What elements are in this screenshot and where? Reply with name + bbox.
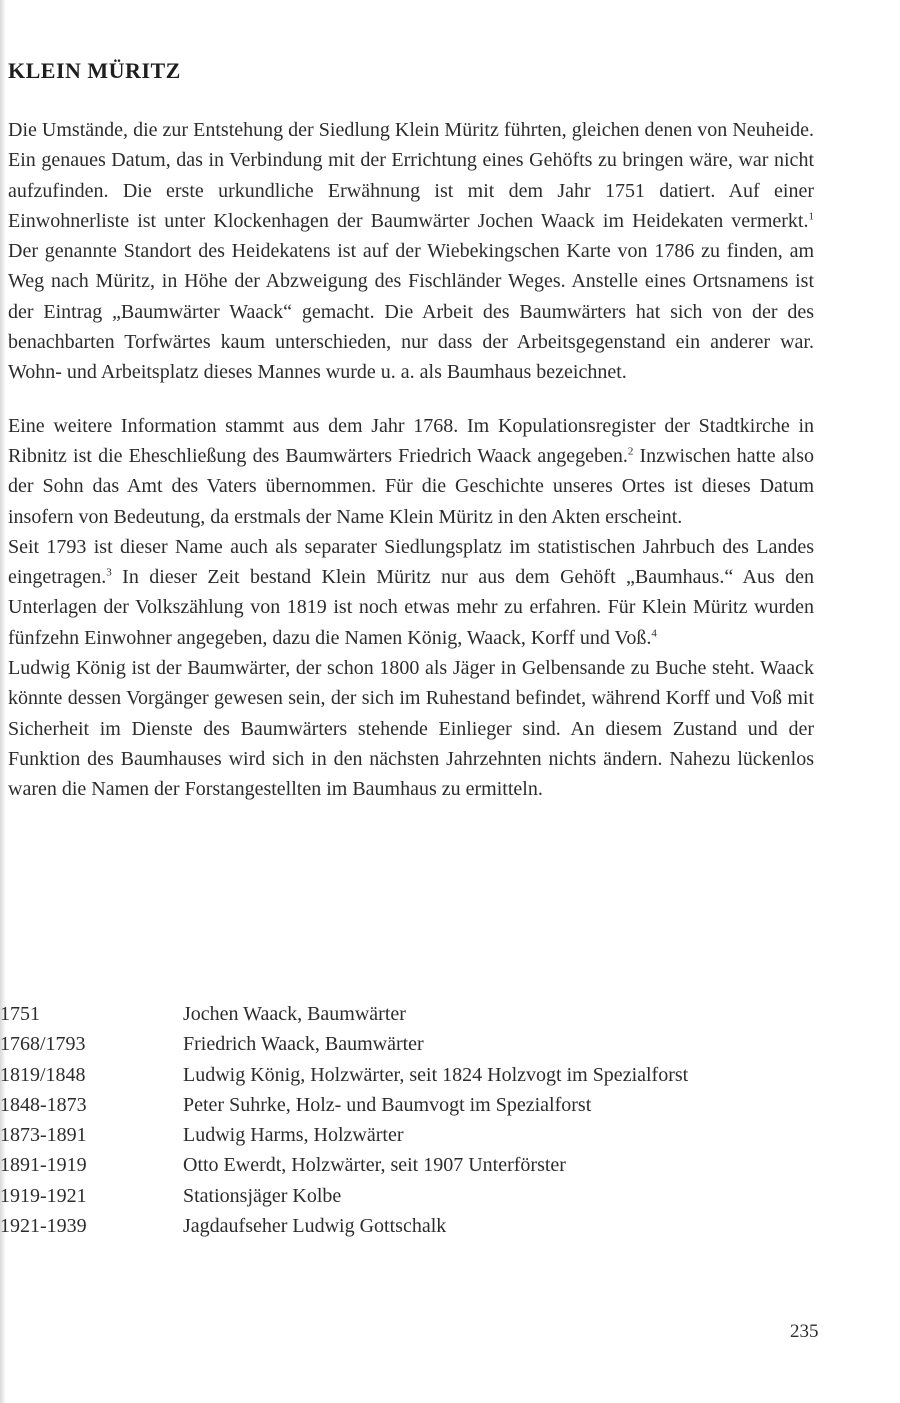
- forester-row: [0, 1029, 860, 1059]
- forester-years: 1751: [0, 1003, 40, 1025]
- forester-years: 1921-1939: [0, 1215, 87, 1238]
- forester-row: [0, 1211, 860, 1241]
- paragraph-1: [8, 115, 814, 388]
- paragraph-2-part-a: Eine weitere Information stammt aus dem Jahr 1768. Im Kopulationsregister der Stadtkirche in Ribnitz ist die Eheschließung des Baumwärters Friedrich Waack angegeben.: [8, 414, 814, 467]
- paragraph-1-part-a: Die Umstände, die zur Entstehung der Siedlung Klein Müritz führten, gleichen denen von Neuheide. Ein genaues Datum, das in Verbindung mit der Errichtung eines Gehöfts zu bringen wäre, war nicht aufzufinden. Die erste urkundliche Erwähnung ist mit dem Jahr 1751 datiert. Auf einer Einwohnerliste ist unter Klockenhagen der Baumwärter Jochen Waack im Heidekaten vermerkt.: [8, 119, 814, 232]
- paragraph-3-part-b: In dieser Zeit bestand Klein Müritz nur aus dem Gehöft „Baumhaus.“ Aus den Unterlagen der Volkszählung von 1819 ist noch etwas mehr zu erfahren. Für Klein Müritz wurden fünfzehn Einwohner angegeben, dazu die Namen König, Waack, Korff und Voß.: [8, 566, 814, 649]
- paragraph-1-part-b: Der genannte Standort des Heidekatens ist auf der Wiebekingschen Karte von 1786 zu finden, am Weg nach Müritz, in Höhe der Abzweigung des Fischländer Weges. Anstelle eines Ortsnamens ist der Eintrag „Baumwärter Waack“ gemacht. Die Arbeit des Baumwärters hat sich von der des benachbarten Torfwärtes kaum unterschieden, nur dass der Arbeitsgegenstand ein anderer war. Wohn- und Arbeitsplatz dieses Mannes wurde u. a. als Baumhaus bezeichnet.: [8, 240, 814, 384]
- paragraph-3-part-a: Seit 1793 ist dieser Name auch als separater Siedlungsplatz im statistischen Jahrbuch des Landes eingetragen.: [8, 535, 814, 589]
- chapter-heading: KLEIN MÜRITZ: [8, 58, 181, 83]
- forester-row: [0, 999, 860, 1029]
- forester-name: Stationsjäger Kolbe: [183, 1184, 342, 1207]
- forester-name: Jochen Waack, Baumwärter: [183, 1003, 406, 1025]
- forester-years: 1919-1921: [0, 1184, 87, 1207]
- forester-name: Otto Ewerdt, Holzwärter, seit 1907 Unterförster: [183, 1154, 566, 1177]
- footnote-marker-1[interactable]: 1: [808, 210, 814, 223]
- forester-row: [0, 1090, 860, 1120]
- footnote-marker-3[interactable]: 3: [106, 566, 112, 579]
- forester-years: 1819/1848: [0, 1063, 86, 1086]
- forester-row: [0, 1181, 860, 1211]
- forester-row: [0, 1060, 860, 1090]
- forester-row: [0, 1150, 860, 1180]
- body-text: [8, 115, 814, 805]
- forester-years: 1873-1891: [0, 1124, 87, 1147]
- paragraph-3: [8, 532, 814, 653]
- forester-name: Ludwig Harms, Holzwärter: [183, 1124, 404, 1147]
- forester-years: 1848-1873: [0, 1093, 87, 1116]
- footnote-marker-4[interactable]: 4: [651, 627, 657, 640]
- forester-name: Jagdaufseher Ludwig Gottschalk: [183, 1215, 447, 1238]
- paragraph-2: [8, 411, 814, 532]
- paragraph-2-part-b: Inzwischen hatte also der Sohn das Amt des Vaters übernommen. Für die Geschichte unseres Ortes ist dieses Datum insofern von Bedeutung, da erstmals der Name Klein Müritz in den Akten erscheint.: [8, 444, 814, 528]
- forester-years: 1891-1919: [0, 1154, 87, 1177]
- forester-name: Ludwig König, Holzwärter, seit 1824 Holzvogt im Spezialforst: [183, 1063, 689, 1086]
- paragraph-4: Ludwig König ist der Baumwärter, der schon 1800 als Jäger in Gelbensande zu Buche steht. Waack könnte dessen Vorgänger gewesen sein, der sich im Ruhestand befindet, während Korff und Voß mit Sicherheit im Dienste des Baumwärters stehende Einlieger sind. An diesem Zustand und der Funktion des Baumhauses wird sich in den nächsten Jahrzehnten nichts ändern. Nahezu lückenlos waren die Namen der Forstangestellten im Baumhaus zu ermitteln.: [8, 657, 814, 801]
- forester-list: [0, 999, 860, 1241]
- footnote-marker-2[interactable]: 2: [627, 445, 634, 458]
- forester-years: 1768/1793: [0, 1033, 86, 1056]
- forester-row: [0, 1120, 860, 1150]
- page-number: 235: [790, 1321, 819, 1342]
- forester-name: Friedrich Waack, Baumwärter: [183, 1033, 424, 1056]
- forester-name: Peter Suhrke, Holz- und Baumvogt im Spezialforst: [183, 1093, 592, 1116]
